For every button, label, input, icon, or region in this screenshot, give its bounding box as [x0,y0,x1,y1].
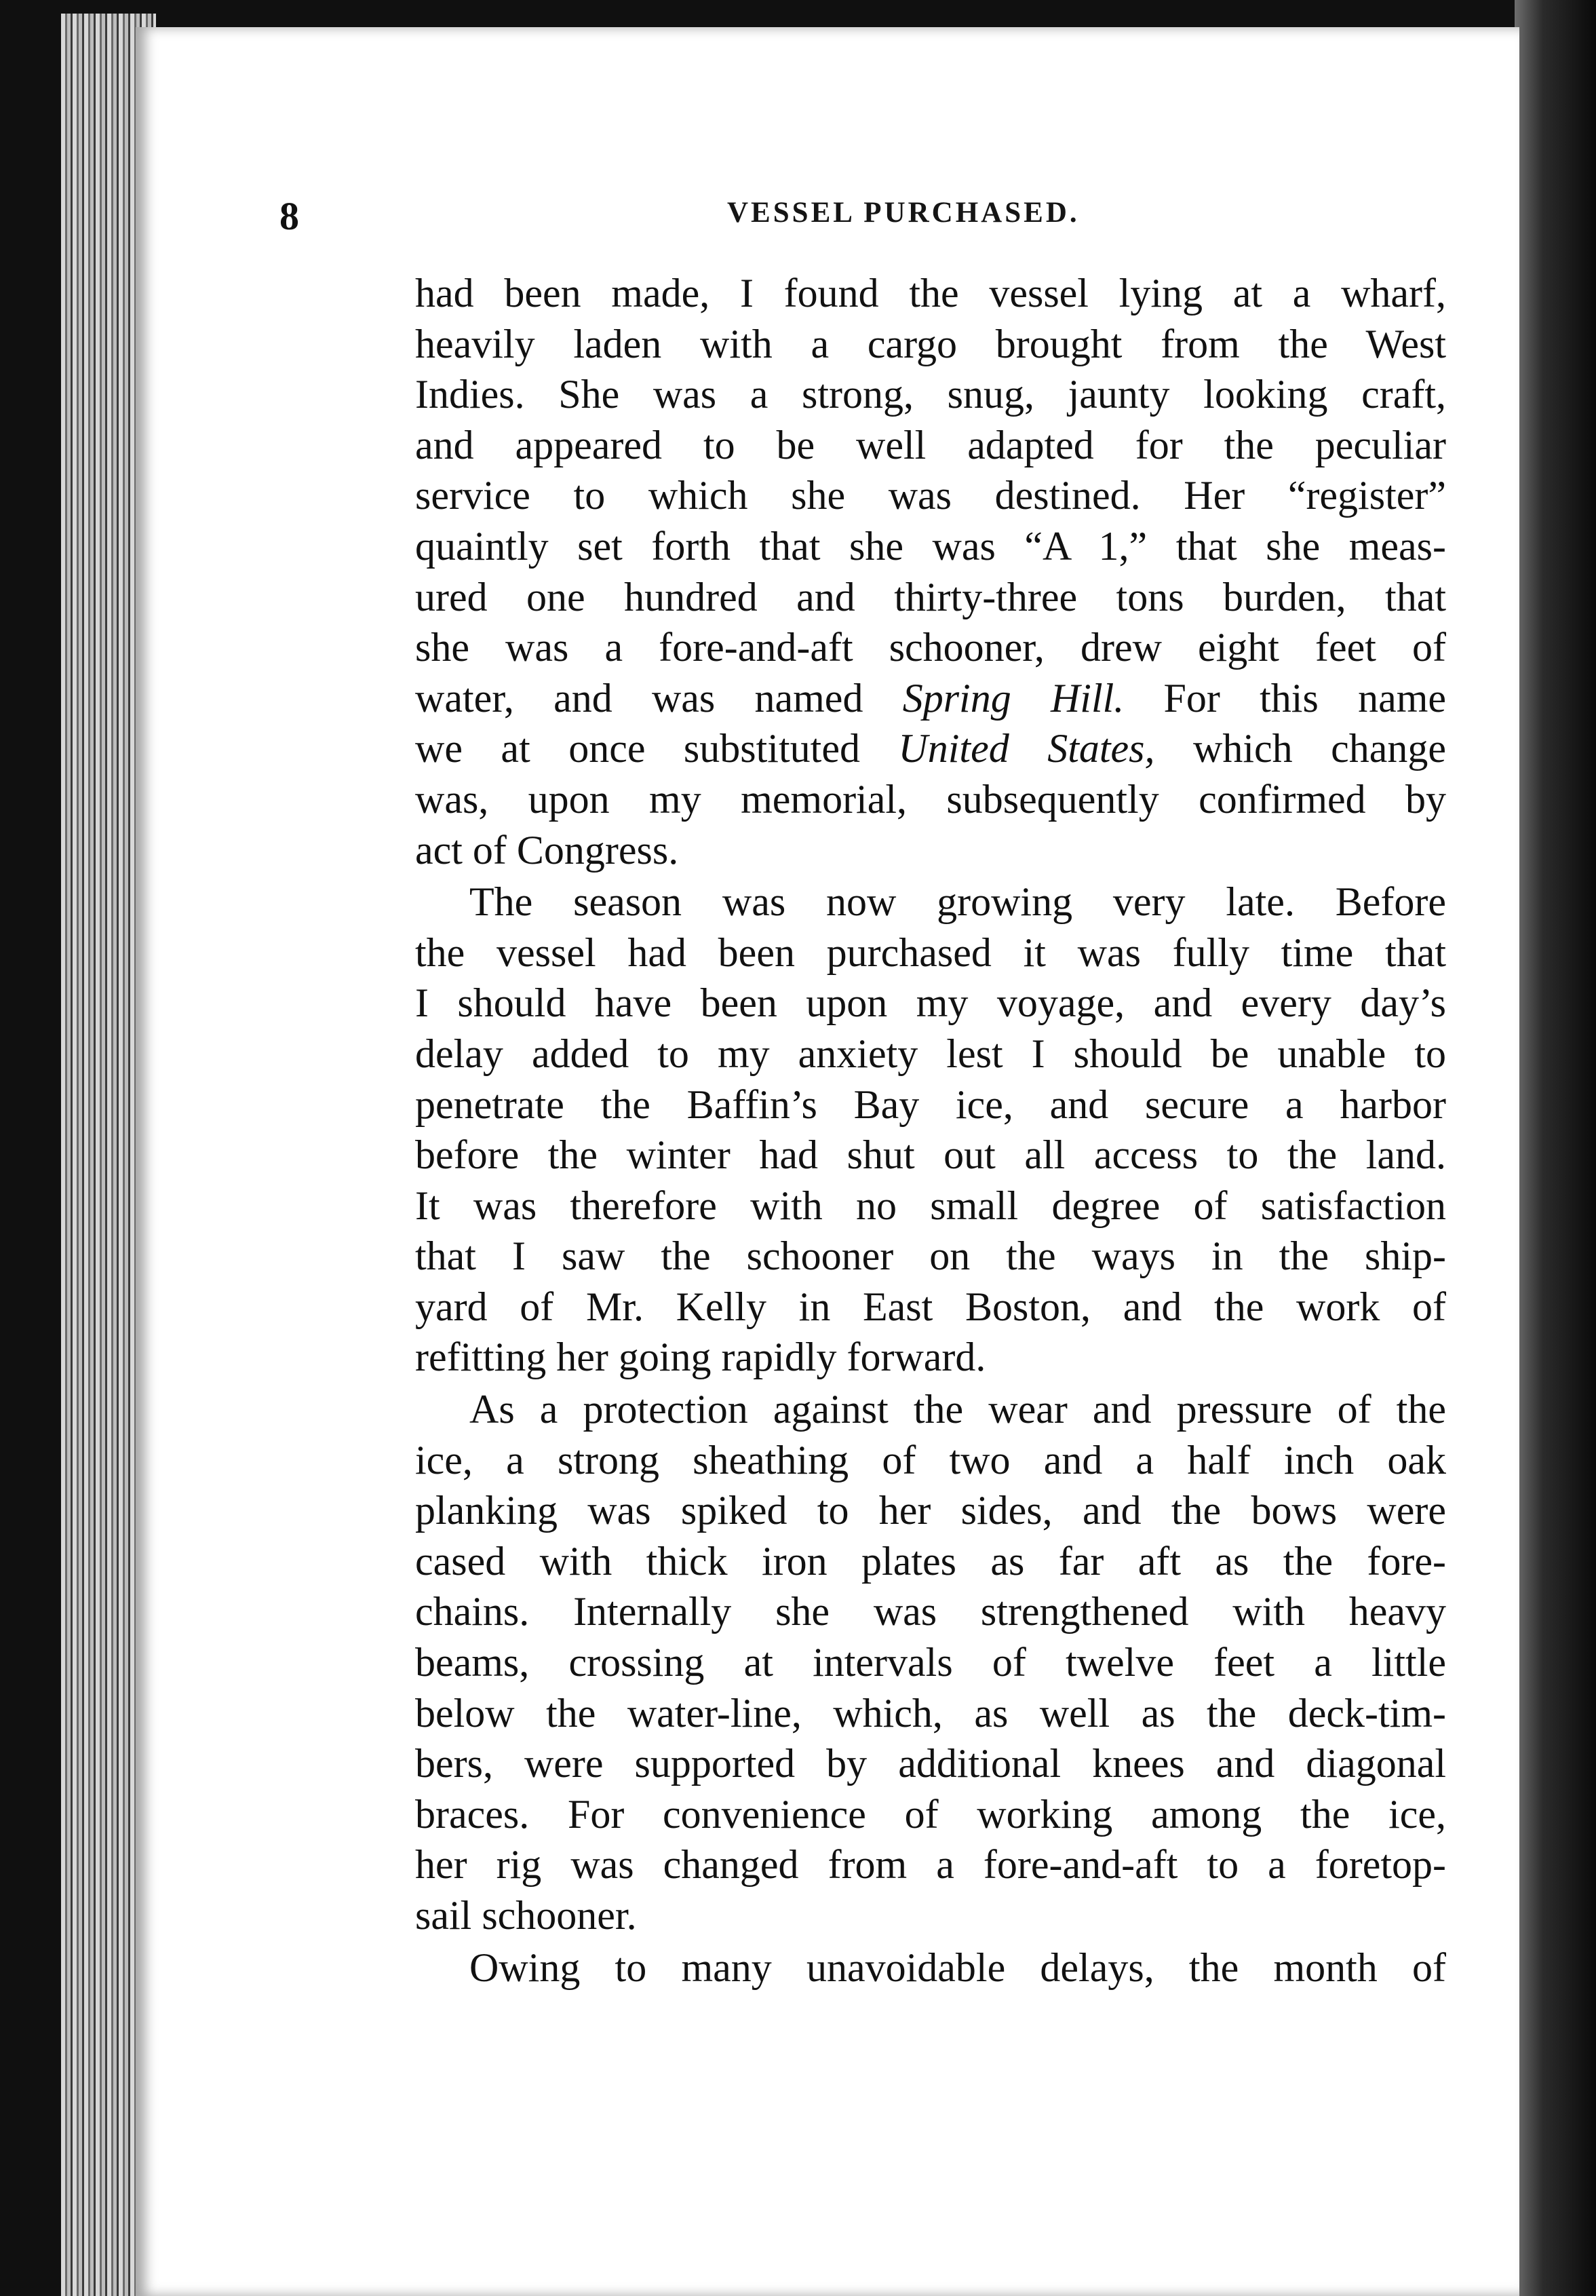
ship-name: Spring Hill. [902,675,1125,721]
text-line: that I saw the schooner on the ways in the ship- [415,1233,1446,1279]
text-line: bers, were supported by additional knees and diagonal [415,1741,1446,1786]
running-head [279,193,1433,241]
text-line: ured one hundred and thirty-three tons burden, that [415,574,1446,619]
text-line: I should have been upon my voyage, and every day’s [415,980,1446,1026]
text-line [415,673,1446,724]
text-line: braces. For convenience of working among the ice, [415,1791,1446,1837]
text-line: Owing to many unavoidable delays, the month of [469,1945,1446,1990]
paragraph [415,877,1446,1383]
ship-name: United States, [898,726,1155,771]
text-line: quaintly set forth that she was “A 1,” that she meas- [415,523,1446,569]
text-line: ice, a strong sheathing of two and a half inch oak [415,1437,1446,1482]
paragraph [415,268,1446,875]
text-line: service to which she was destined. Her “register” [415,473,1446,518]
text-line: cased with thick iron plates as far aft as the fore- [415,1538,1446,1584]
text-segment: we at once substituted [415,726,899,771]
body-text [415,268,1446,1993]
text-segment: For this name [1124,675,1446,721]
running-head-title: VESSEL PURCHASED. [727,197,1080,229]
text-line: was, upon my memorial, subsequently confirmed by [415,776,1446,822]
text-line: yard of Mr. Kelly in East Boston, and the work of [415,1284,1446,1329]
text-line: the vessel had been purchased it was fully time that [415,930,1446,975]
text-line: refitting her going rapidly forward. [415,1335,986,1380]
text-line: Indies. She was a strong, snug, jaunty looking craft, [415,372,1446,417]
text-line: and appeared to be well adapted for the peculiar [415,422,1446,467]
text-segment: which change [1154,726,1446,771]
text-line: heavily laden with a cargo brought from the West [415,321,1446,366]
text-line: had been made, I found the vessel lying at a wharf, [415,271,1446,315]
text-line: below the water-line, which, as well as the deck-tim- [415,1690,1446,1736]
text-segment: water, and was named [415,675,903,721]
page-number: 8 [279,194,299,238]
text-line: beams, crossing at intervals of twelve feet a little [415,1640,1446,1685]
text-line: delay added to my anxiety lest I should be unable to [415,1031,1446,1076]
text-line: As a protection against the wear and pressure of the [469,1387,1446,1432]
text-line [415,723,1446,774]
text-line: It was therefore with no small degree of satisfaction [415,1183,1446,1228]
text-line: act of Congress. [415,827,679,873]
text-line: chains. Internally she was strengthened with heavy [415,1589,1446,1634]
text-line: her rig was changed from a fore-and-aft to a foretop- [415,1842,1446,1888]
text-line: before the winter had shut out all access to the land. [415,1132,1446,1178]
text-line: penetrate the Baffin’s Bay ice, and secure a harbor [415,1082,1446,1127]
text-line: sail schooner. [415,1893,637,1938]
paragraph [415,1384,1446,1941]
book-binding-edge [1515,0,1596,2296]
paragraph [415,1943,1446,1993]
text-line: The season was now growing very late. Before [469,879,1446,925]
text-line: she was a fore-and-aft schooner, drew eight feet of [415,625,1446,670]
text-line: planking was spiked to her sides, and the bows were [415,1488,1446,1533]
